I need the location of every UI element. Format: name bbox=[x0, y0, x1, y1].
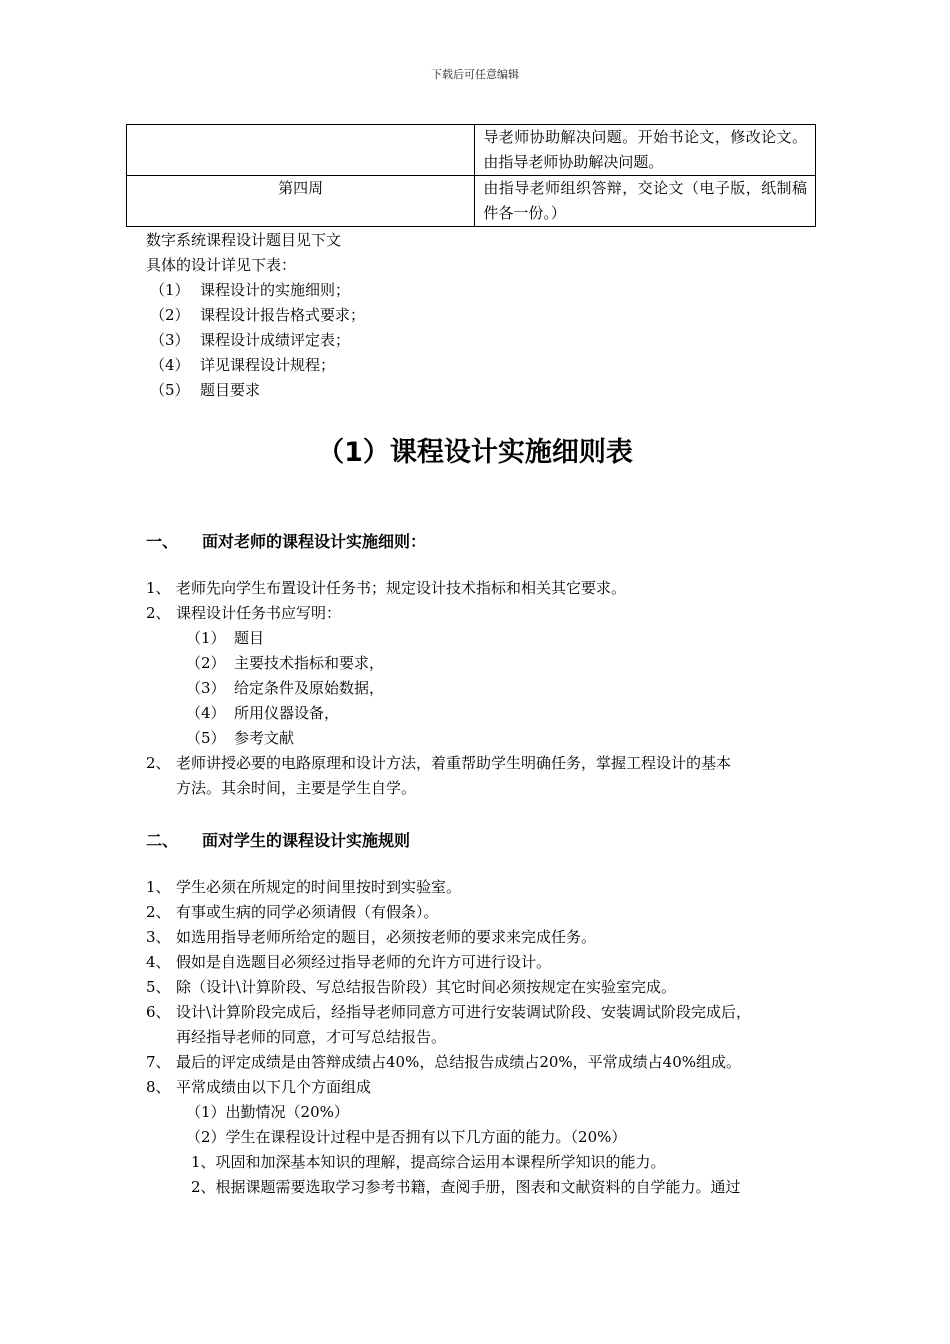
table-row bbox=[127, 176, 816, 227]
sub-list-item bbox=[186, 728, 294, 748]
list-item bbox=[146, 1052, 741, 1072]
list-text: 课程设计的实施细则； bbox=[200, 281, 351, 299]
list-item bbox=[146, 1077, 371, 1097]
list-text: 题目要求 bbox=[200, 381, 261, 399]
table-row bbox=[127, 125, 816, 176]
list-item bbox=[146, 1002, 751, 1022]
section-heading bbox=[146, 529, 426, 552]
list-text: 除（设计\计算阶段、写总结报告阶段）其它时间必须按规定在实验室完成。 bbox=[176, 978, 677, 996]
section-number: 二、 bbox=[146, 831, 179, 850]
list-number: 2、 bbox=[146, 903, 171, 921]
list-number: （5） bbox=[150, 381, 190, 399]
section-title: 面对老师的课程设计实施细则： bbox=[202, 532, 427, 551]
list-number: 2、 bbox=[146, 604, 171, 622]
intro-line: 具体的设计详见下表： bbox=[146, 256, 297, 274]
list-text: 平常成绩由以下几个方面组成 bbox=[176, 1078, 372, 1096]
list-item bbox=[150, 280, 350, 300]
list-text: 学生必须在所规定的时间里按时到实验室。 bbox=[176, 878, 462, 896]
sub-item: （1）出勤情况（20%） bbox=[186, 1103, 349, 1121]
sub-list-item bbox=[186, 703, 339, 723]
list-item bbox=[146, 902, 439, 922]
document-title: （1）课程设计实施细则表 bbox=[317, 437, 633, 468]
sub-item: 1、巩固和加深基本知识的理解，提高综合运用本课程所学知识的能力。 bbox=[191, 1153, 666, 1171]
sub-item: （2）学生在课程设计过程中是否拥有以下几方面的能力。（20%） bbox=[186, 1128, 627, 1146]
table-cell-week bbox=[127, 125, 475, 176]
table-cell-week: 第四周 bbox=[127, 176, 475, 227]
list-number: （3） bbox=[150, 331, 190, 349]
list-text: 主要技术指标和要求， bbox=[234, 654, 385, 672]
sub-list-item bbox=[186, 653, 384, 673]
sub-list-item bbox=[186, 628, 264, 648]
list-item bbox=[150, 355, 335, 375]
list-text: 给定条件及原始数据， bbox=[234, 679, 385, 697]
list-item bbox=[146, 927, 596, 947]
list-number: 7、 bbox=[146, 1053, 171, 1071]
list-item bbox=[150, 305, 365, 325]
list-number: 5、 bbox=[146, 978, 171, 996]
list-number: （2） bbox=[186, 654, 226, 672]
list-text: 课程设计成绩评定表； bbox=[200, 331, 351, 349]
list-number: 6、 bbox=[146, 1003, 171, 1021]
list-text: 最后的评定成绩是由答辩成绩占40%，总结报告成绩占20%，平常成绩占40%组成。 bbox=[176, 1053, 742, 1071]
list-text: 题目 bbox=[234, 629, 265, 647]
sub-list-item bbox=[186, 678, 384, 698]
list-number: 3、 bbox=[146, 928, 171, 946]
list-text: 设计\计算阶段完成后，经指导老师同意方可进行安装调试阶段、安装调试阶段完成后， bbox=[176, 1003, 752, 1021]
section-number: 一、 bbox=[146, 532, 179, 551]
list-number: （4） bbox=[186, 704, 226, 722]
list-number: 1、 bbox=[146, 878, 171, 896]
list-number: 8、 bbox=[146, 1078, 171, 1096]
list-item-continued: 方法。其余时间，主要是学生自学。 bbox=[176, 779, 417, 797]
list-text: 有事或生病的同学必须请假（有假条）。 bbox=[176, 903, 439, 921]
sub-item: 2、根据课题需要选取学习参考书籍，查阅手册，图表和文献资料的自学能力。通过 bbox=[191, 1178, 741, 1196]
list-text: 老师讲授必要的电路原理和设计方法，着重帮助学生明确任务，掌握工程设计的基本 bbox=[176, 754, 732, 772]
list-item bbox=[146, 877, 461, 897]
list-number: （1） bbox=[186, 629, 226, 647]
list-item bbox=[150, 380, 260, 400]
list-number: （5） bbox=[186, 729, 226, 747]
list-text: 假如是自选题目必须经过指导老师的允许方可进行设计。 bbox=[176, 953, 552, 971]
list-text: 参考文献 bbox=[234, 729, 295, 747]
list-item bbox=[146, 952, 551, 972]
list-item bbox=[146, 603, 341, 623]
list-number: 2、 bbox=[146, 754, 171, 772]
list-text: 如选用指导老师所给定的题目，必须按老师的要求来完成任务。 bbox=[176, 928, 597, 946]
list-text: 再经指导老师的同意，才可写总结报告。 bbox=[176, 1028, 447, 1046]
list-item bbox=[146, 753, 731, 773]
schedule-table bbox=[126, 124, 816, 227]
list-item-continued bbox=[146, 1027, 446, 1047]
list-item bbox=[146, 578, 626, 598]
list-number: （1） bbox=[150, 281, 190, 299]
list-text: 课程设计任务书应写明： bbox=[176, 604, 342, 622]
list-item bbox=[146, 977, 676, 997]
list-text: 所用仪器设备， bbox=[234, 704, 340, 722]
intro-line: 数字系统课程设计题目见下文 bbox=[146, 231, 342, 249]
list-number: （4） bbox=[150, 356, 190, 374]
table-cell-task: 由指导老师组织答辩，交论文（电子版，纸制稿件各一份。） bbox=[475, 176, 816, 227]
table-cell-task: 导老师协助解决问题。开始书论文，修改论文。由指导老师协助解决问题。 bbox=[475, 125, 816, 176]
list-text: 详见课程设计规程； bbox=[200, 356, 336, 374]
list-number: （2） bbox=[150, 306, 190, 324]
section-title: 面对学生的课程设计实施规则 bbox=[202, 831, 411, 850]
list-item bbox=[150, 330, 350, 350]
page-header: 下载后可任意编辑 bbox=[431, 68, 519, 81]
list-text: 课程设计报告格式要求； bbox=[200, 306, 366, 324]
list-number: 1、 bbox=[146, 579, 171, 597]
list-number: 4、 bbox=[146, 953, 171, 971]
list-number: （3） bbox=[186, 679, 226, 697]
section-heading bbox=[146, 828, 410, 851]
list-text: 老师先向学生布置设计任务书；规定设计技术指标和相关其它要求。 bbox=[176, 579, 627, 597]
